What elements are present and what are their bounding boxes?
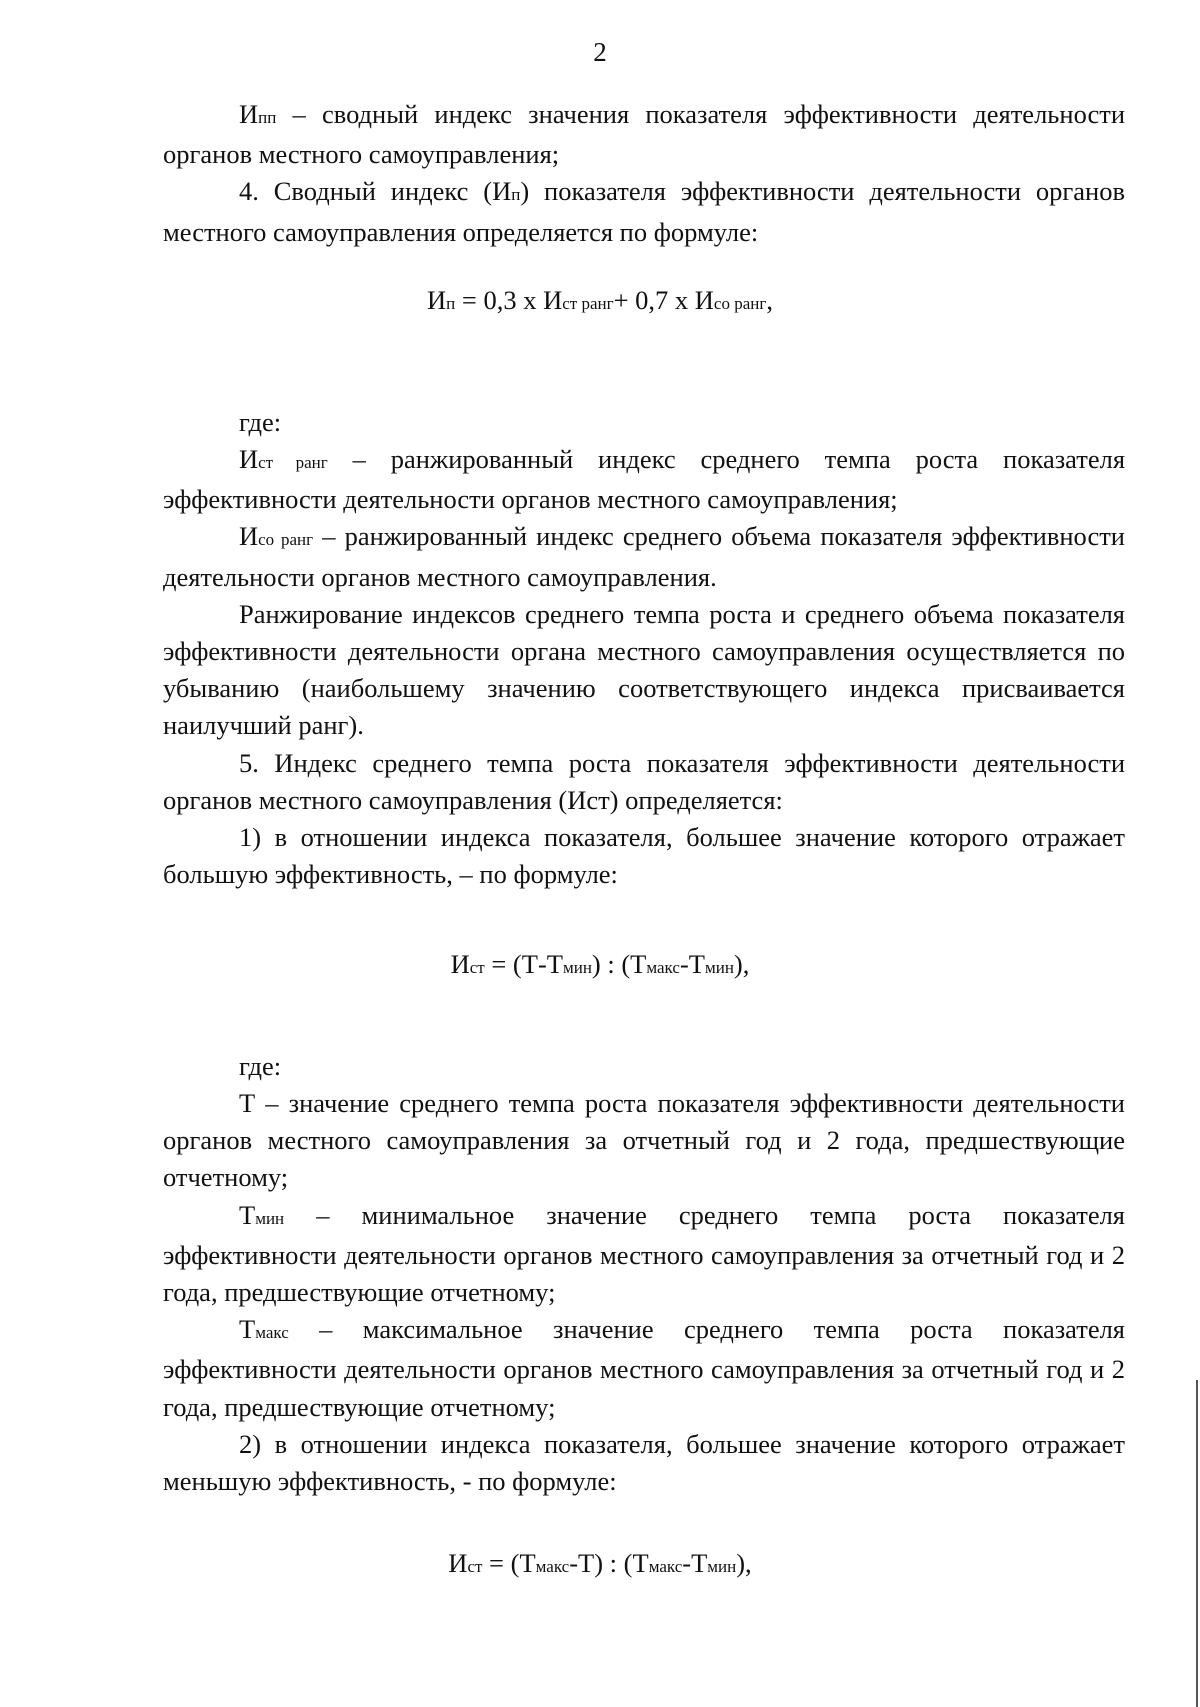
subscript: п bbox=[511, 185, 521, 205]
paragraph-item-4 bbox=[163, 173, 1125, 250]
formula-subscript: макс bbox=[535, 1557, 570, 1576]
formula-part: ) : (Т bbox=[591, 949, 647, 979]
formula-ip bbox=[0, 282, 1200, 322]
symbol: Т bbox=[239, 1088, 256, 1118]
formula-part: И bbox=[450, 949, 470, 979]
formula-ist-1 bbox=[0, 946, 1200, 986]
subscript: ст ранг bbox=[258, 453, 328, 472]
subscript: со ранг bbox=[258, 530, 314, 550]
symbol: Т bbox=[239, 1314, 256, 1345]
formula-subscript: мин bbox=[562, 958, 592, 977]
paragraph-item-5-1: 1) в отношении индекса показателя, большее значение которого отражает большую эффективность, – по формуле: bbox=[163, 822, 1125, 890]
paragraph-item-5: 5. Индекс среднего темпа роста показателя эффективности деятельности органов местного самоуправления (Ист) определяется: bbox=[163, 747, 1125, 815]
symbol: И bbox=[239, 99, 259, 129]
formula-part: ), bbox=[736, 1548, 752, 1578]
formula-subscript: со ранг bbox=[713, 294, 767, 313]
definition-text: – ранжированный индекс среднего темпа роста показателя эффективности деятельности органов местного самоуправления; bbox=[163, 444, 1126, 515]
symbol: Т bbox=[239, 1199, 256, 1230]
formula-subscript: п bbox=[446, 294, 456, 313]
paragraph-tmax-definition bbox=[163, 1311, 1125, 1426]
paragraph-ranking: Ранжирование индексов среднего темпа роста и среднего объема показателя эффективности деятельности органа местного самоуправления осуществляется по убыванию (наибольшему значению соответствующего индекса присваивается наилучший ранг). bbox=[163, 598, 1125, 741]
paragraph-tmin-definition bbox=[163, 1197, 1125, 1312]
formula-part: + 0,7 х И bbox=[613, 285, 714, 315]
formula-subscript: ст bbox=[469, 958, 485, 977]
paragraph-t-definition bbox=[163, 1085, 1125, 1197]
scan-edge-line bbox=[1196, 1380, 1198, 1707]
formula-subscript: мин bbox=[704, 958, 734, 977]
formula-part: И bbox=[448, 1548, 468, 1578]
definition-text: – ранжированный индекс среднего объема показателя эффективности деятельности органов местного самоуправления. bbox=[163, 521, 1125, 592]
text: 4. Сводный индекс (И bbox=[239, 176, 512, 207]
formula-subscript: макс bbox=[646, 958, 680, 977]
paragraph-ist-rang-definition bbox=[163, 441, 1125, 518]
text-block-3 bbox=[163, 1085, 1125, 1500]
paragraph-iso-rang-definition bbox=[163, 518, 1125, 595]
formula-part: И bbox=[427, 285, 447, 315]
formula-part: , bbox=[766, 285, 773, 315]
formula-subscript: ст bbox=[467, 1557, 483, 1576]
where-label: где: bbox=[239, 407, 282, 437]
definition-text: – значение среднего темпа роста показателя эффективности деятельности органов местного самоуправления за отчетный год и 2 года, предшествующие отчетному; bbox=[163, 1088, 1125, 1193]
formula-subscript: мин bbox=[707, 1557, 737, 1576]
paragraph-ipp-definition bbox=[163, 96, 1125, 173]
text-block-1 bbox=[163, 96, 1125, 251]
definition-text: – минимальное значение среднего темпа роста показателя эффективности деятельности органов местного самоуправления за отчетный год и 2 года, предшествующие отчетному; bbox=[163, 1199, 1125, 1308]
formula-part: -Т) : (Т bbox=[569, 1548, 649, 1578]
symbol: И bbox=[239, 444, 259, 474]
subscript: макс bbox=[255, 1323, 289, 1343]
formula-part: = (Т bbox=[482, 1548, 536, 1578]
definition-text: – сводный индекс значения показателя эффективности деятельности органов местного самоуправления; bbox=[163, 99, 1125, 170]
formula-part: -Т bbox=[679, 949, 705, 979]
definition-text: – максимальное значение среднего темпа роста показателя эффективности деятельности органов местного самоуправления за отчетный год и 2 года, предшествующие отчетному; bbox=[163, 1314, 1125, 1422]
paragraph-item-5-2: 2) в отношении индекса показателя, большее значение которого отражает меньшую эффективность, - по формуле: bbox=[163, 1428, 1125, 1497]
formula-ist-2 bbox=[0, 1545, 1200, 1585]
formula-part: -Т bbox=[682, 1548, 708, 1578]
where-label: где: bbox=[239, 1051, 282, 1081]
page-number: 2 bbox=[593, 37, 607, 67]
formula-subscript: ст ранг bbox=[562, 294, 614, 313]
subscript: мин bbox=[255, 1208, 285, 1228]
formula-part: = 0,3 х И bbox=[455, 285, 563, 315]
formula-part: = (Т-Т bbox=[484, 949, 563, 979]
formula-part: ), bbox=[733, 949, 750, 979]
formula-subscript: макс bbox=[648, 1557, 683, 1576]
text-block-2 bbox=[163, 441, 1125, 893]
subscript: пп bbox=[258, 108, 277, 127]
text: ) показателя эффективности деятельности органов местного самоуправления определяется по формуле: bbox=[163, 176, 1125, 247]
symbol: И bbox=[239, 521, 259, 552]
